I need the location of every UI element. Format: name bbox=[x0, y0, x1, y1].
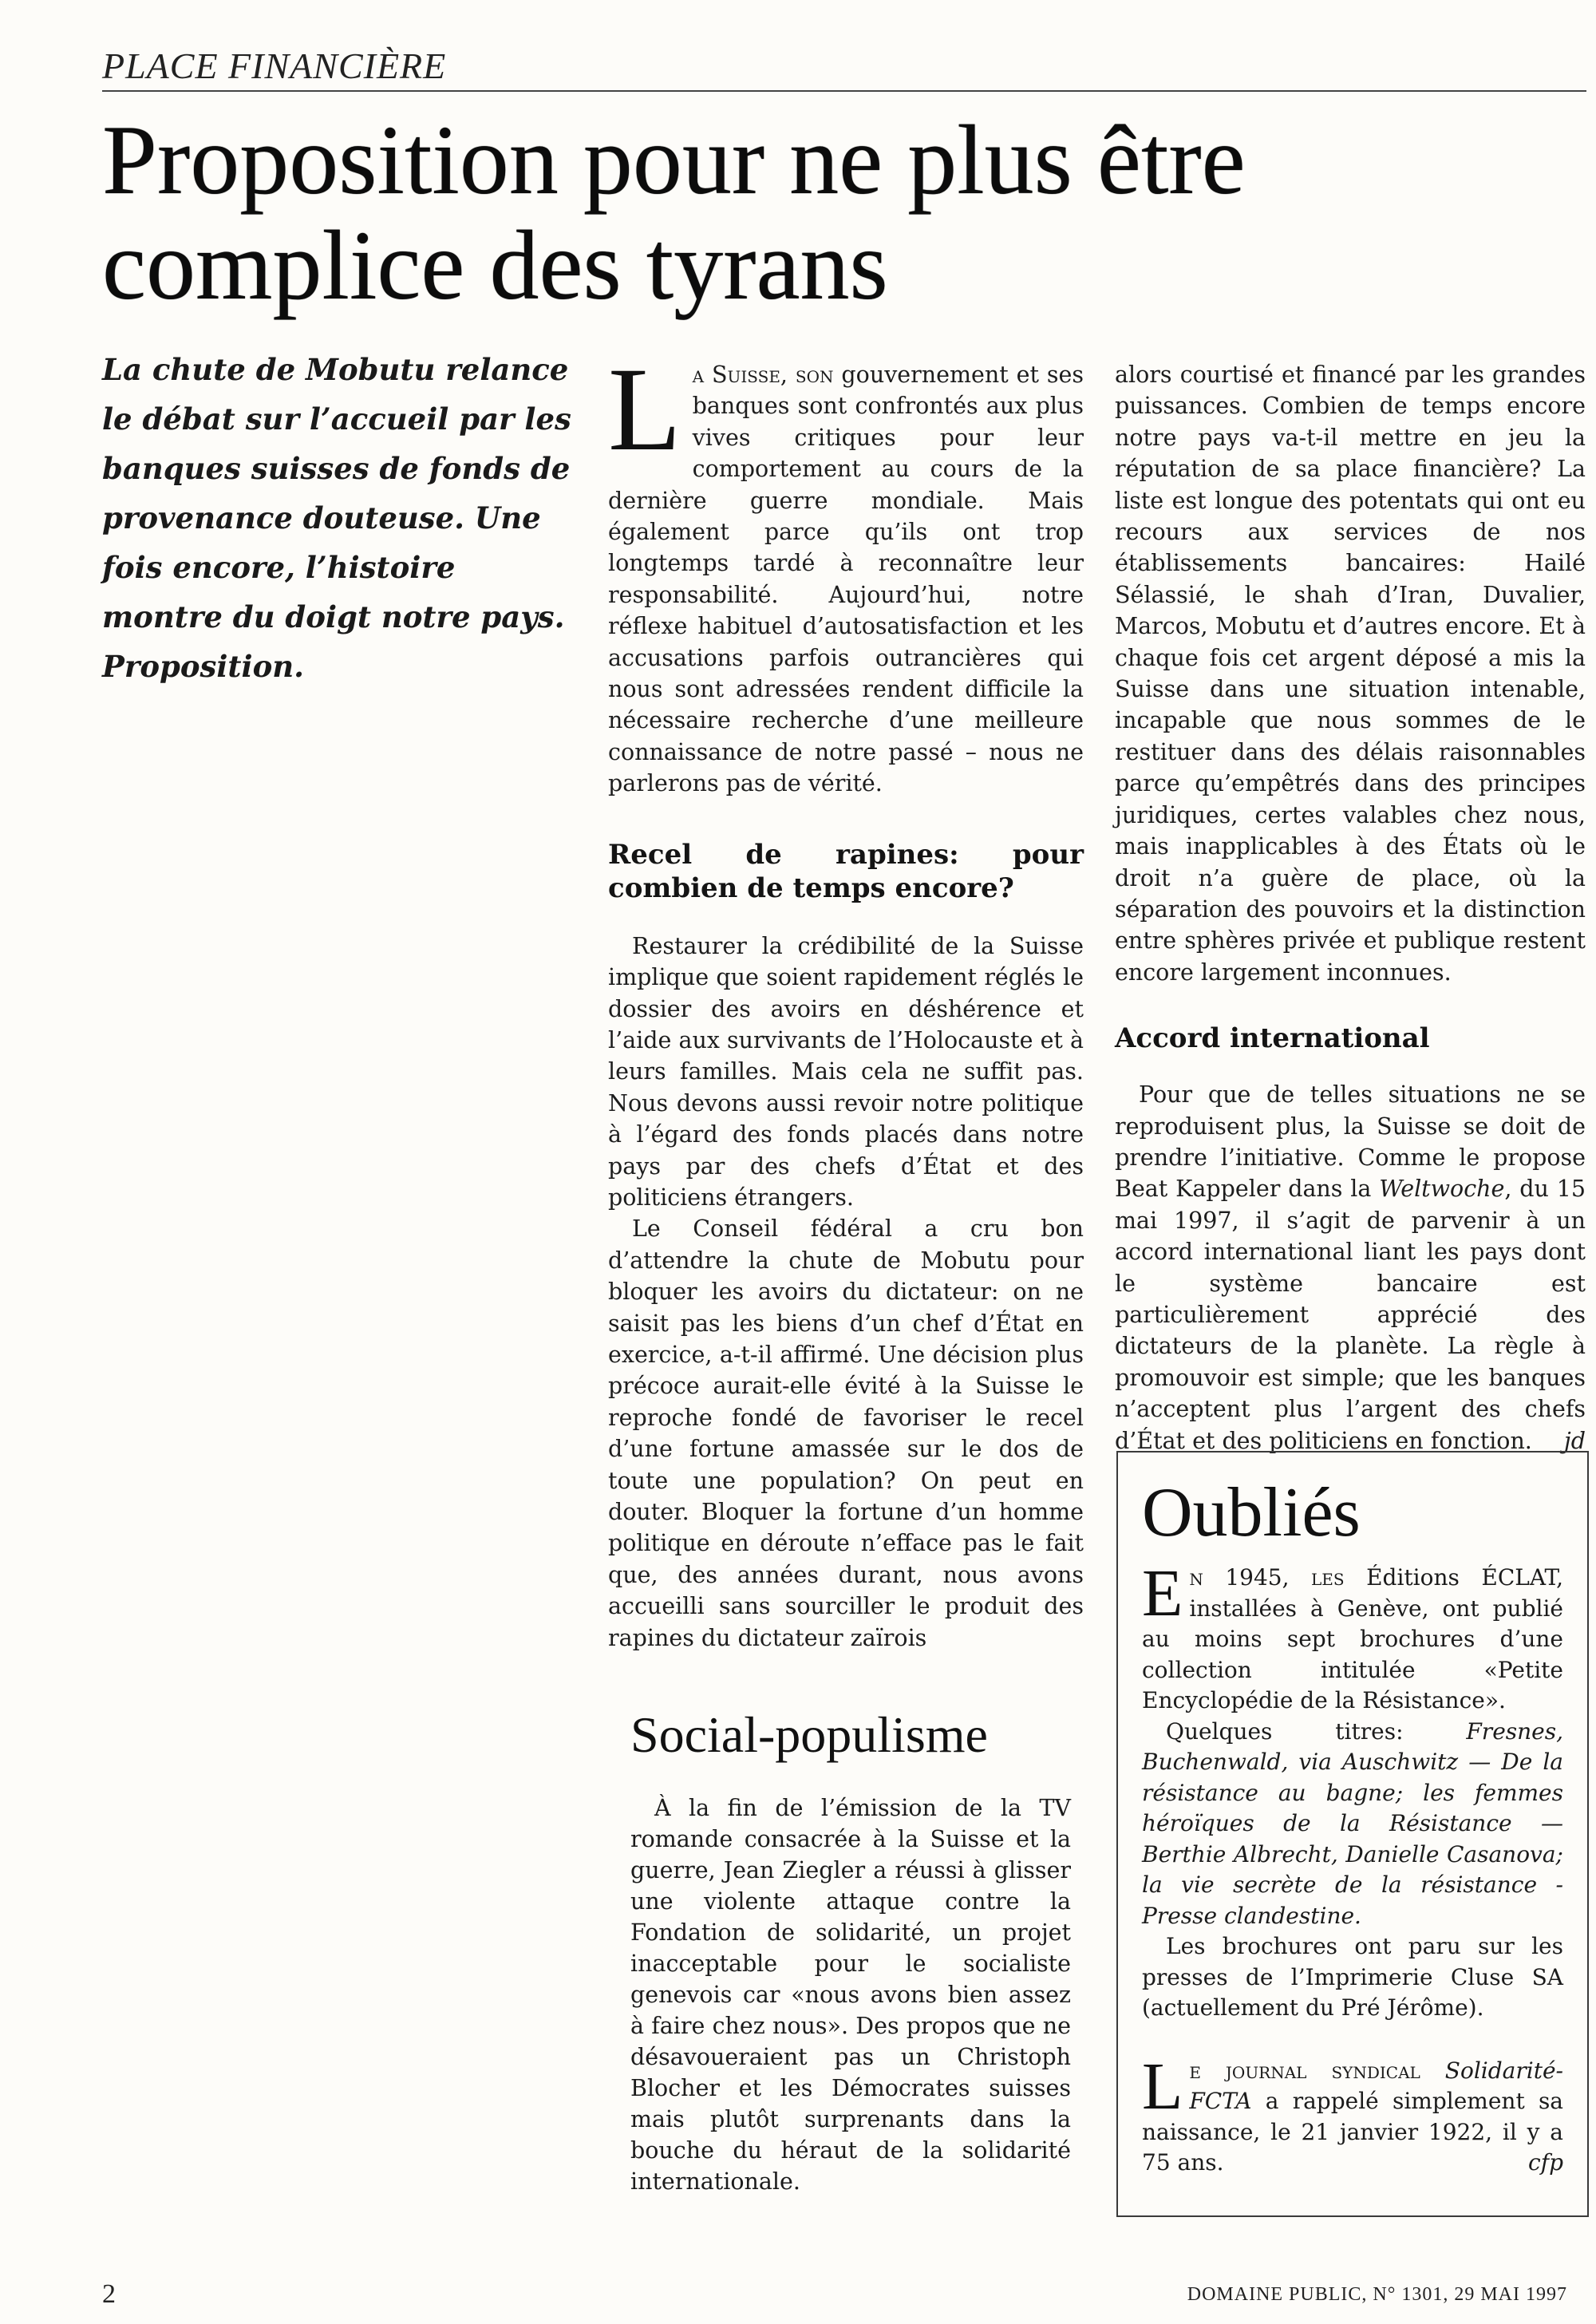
article-paragraph-5 bbox=[1115, 1079, 1586, 1456]
article-paragraph-3: Le Conseil fédéral a cru bon d’attendre la chute de Mobutu pour bloquer les avoirs du dictateur: on ne saisit pas les biens d’un chef d’État en exercice, a-t-il affirmé. Une décision plus précoce aurait-elle évité à la Suisse le reproche fondé de favoriser le recel d’une fortune amassée sur le dos de toute une population? On peut en douter. Bloquer la fortune d’un homme politique en déroute n’efface pas le fait que, des années durant, nous avons accueilli sans sourciller le produit des rapines du dictateur zaïrois bbox=[608, 1215, 1084, 1651]
headline-line-1: Proposition pour ne plus être bbox=[102, 105, 1246, 215]
p5-text-b: , du 15 mai 1997, il s’agit de parvenir à un accord international liant les pays dont le système bancaire est particulièrement apprécié des dictateurs de la planète. La règle à promouvoir est simple; que les banques n’acceptent plus l’argent des chefs d’État et des politiciens en fonction. bbox=[1115, 1176, 1586, 1454]
box-small-caps-2: e journal syndical bbox=[1189, 2057, 1420, 2084]
social-title: Social-populisme bbox=[630, 1706, 988, 1763]
social-text: À la fin de l’émission de la TV romande consacrée à la Suisse et la guerre, Jean Ziegler a réussi à glisser une violente attaque contre la Fondation de solidarité, un projet inacceptable pour le socialiste genevois car «nous avons bien assez à faire chez nous». Des propos que ne désavoueraient pas un Christoph Blocher et les Démocrates suisses mais plutôt surprenants dans la bouche du héraut de la solidarité internationale. bbox=[630, 1795, 1071, 2195]
box-titles-label: Quelques titres: bbox=[1166, 1717, 1467, 1745]
subheading-accord: Accord international bbox=[1115, 1022, 1430, 1055]
article-paragraph-1-text: gouvernement et ses banques sont confrontés aux plus vives critiques pour leur comportement au cours de la dernière guerre mondiale. Mais également parce qu’ils ont trop longtemps tardé à reconnaître leur responsabilité. Aujourd’hui, notre réflexe habituel d’autosatisfaction et les accusations parfois outrancières qui nous sont adressées rendent difficile la nécessaire recherche d’une meilleure connaissance de notre passé – nous ne parlerons pas de vérité. bbox=[608, 362, 1084, 797]
box-paragraph-3: Les brochures ont paru sur les presses de l’Imprimerie Cluse SA (actuellement du Pré Jérôme). bbox=[1142, 1933, 1563, 2021]
publication-name: Weltwoche bbox=[1379, 1176, 1505, 1203]
oublies-box bbox=[1116, 1451, 1589, 2217]
box-paragraph-4-text: a rappelé simplement sa naissance, le 21 janvier 1922, il y a 75 ans. bbox=[1142, 2088, 1563, 2176]
box-titles-list: Fresnes, Buchenwald, via Auschwitz — De la résistance au bagne; les femmes héroïques de la Résistance — Berthie Albrecht, Danielle Casanova; la vie secrète de la résistance - Presse clandestine. bbox=[1142, 1717, 1563, 1929]
opening-small-caps: a Suisse, son bbox=[692, 362, 834, 388]
publication-footer: DOMAINE PUBLIC, N° 1301, 29 MAI 1997 bbox=[1187, 2284, 1567, 2305]
box-small-caps-1: n 1945, les bbox=[1189, 1564, 1345, 1591]
box-paragraph-1-text: Éditions ÉCLAT, installées à Genève, ont publié au moins sept brochures d’une collection intitulée «Petite Encyclopédie de la Résistance». bbox=[1142, 1564, 1563, 1713]
subheading-recel: Recel de rapines: pour combien de temps encore? bbox=[608, 838, 1084, 904]
box-paragraph-2 bbox=[1142, 1717, 1563, 1932]
article-paragraph-1 bbox=[608, 343, 1084, 800]
article-paragraph-4: alors courtisé et financé par les grandes puissances. Combien de temps encore notre pays va-t-il mettre en jeu la réputation de sa place financière? La liste est longue des potentats qui ont eu recours aux services de nos établissements bancaires: Hailé Sélassié, le shah d’Iran, Duvalier, Marcos, Mobutu et d’autres encore. Et à chaque fois cet argent déposé a mis la Suisse dans une situation intenable, incapable que nous sommes de le restituer dans des délais raisonnables parce qu’empêtrés dans des principes juridiques, certes valables chez nous, mais inapplicables à des États où le droit n’a guère de place, où la séparation des pouvoirs et la distinction entre sphères privée et publique restent encore largement inconnues. bbox=[1115, 362, 1586, 986]
p5-text-a: Pour que de telles situations ne se reproduisent plus, la Suisse se doit de prendre l’initiative. Comme le propose Beat Kappeler dans la bbox=[1115, 1081, 1586, 1203]
box-signature: cfp bbox=[1528, 2149, 1563, 2176]
box-drop-cap-1: E bbox=[1142, 1556, 1183, 1630]
article-column-1 bbox=[608, 343, 1084, 1654]
box-title: Oubliés bbox=[1142, 1474, 1361, 1551]
box-paragraph-4 bbox=[1142, 2049, 1563, 2179]
article-paragraph-2: Restaurer la crédibilité de la Suisse implique que soient rapidement réglés le dossier des avoirs en déshérence et l’aide aux survivants de l’Holocauste et à leurs familles. Mais cela ne suffit pas. Nous devons aussi revoir notre politique à l’égard des fonds placés dans notre pays par des chefs d’État et des politiciens étrangers. bbox=[608, 932, 1084, 1211]
journal-name: Solidarité-FCTA bbox=[1189, 2057, 1563, 2114]
headline-line-2: complice des tyrans bbox=[102, 211, 888, 320]
box-paragraph-1 bbox=[1142, 1556, 1563, 1717]
author-signature: jd bbox=[1563, 1427, 1586, 1454]
lead-paragraph: La chute de Mobutu relance le débat sur l’accueil par les banques suisses de fonds de provenance douteuse. Une fois encore, l’histoire montre du doigt notre pays. Proposition. bbox=[102, 352, 571, 684]
article-column-2 bbox=[1115, 359, 1586, 1456]
social-populisme-sidebar bbox=[630, 1706, 1071, 2197]
headline bbox=[102, 105, 1555, 320]
page-number: 2 bbox=[102, 2279, 116, 2309]
drop-cap: L bbox=[608, 343, 681, 476]
section-rubric: PLACE FINANCIÈRE bbox=[102, 45, 1586, 92]
box-drop-cap-2: L bbox=[1142, 2049, 1183, 2124]
